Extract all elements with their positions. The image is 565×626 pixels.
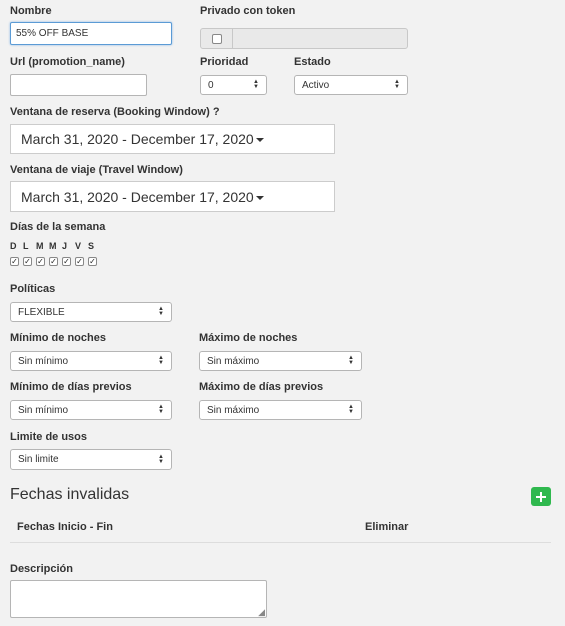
plus-icon	[536, 492, 546, 502]
descripcion-textarea[interactable]	[10, 580, 267, 618]
booking-window-label: Ventana de reserva (Booking Window) ?	[10, 106, 220, 118]
privado-group	[200, 28, 408, 49]
day-letter: S	[88, 241, 95, 251]
table-divider	[10, 542, 551, 543]
url-label: Url (promotion_name)	[10, 56, 125, 68]
day-checkbox-m[interactable]: ✓	[37, 257, 44, 266]
min-dias-select[interactable]: Sin mínimo ▲ ▼	[10, 400, 172, 420]
max-dias-select[interactable]: Sin máximo ▲ ▼	[199, 400, 362, 420]
url-input[interactable]	[10, 74, 147, 96]
select-arrows-icon: ▲ ▼	[253, 79, 259, 90]
caret-down-icon	[256, 196, 264, 200]
dias-label: Días de la semana	[10, 221, 106, 233]
travel-window-picker[interactable]	[10, 181, 335, 212]
booking-window-value: March 31, 2020 - December 17, 2020	[21, 131, 254, 147]
select-arrows-icon: ▲ ▼	[158, 453, 164, 465]
resize-handle-icon[interactable]: ◢	[258, 607, 265, 617]
politicas-select[interactable]: FLEXIBLE ▲ ▼	[10, 302, 172, 322]
travel-window-value: March 31, 2020 - December 17, 2020	[21, 188, 254, 205]
select-arrows-icon: ▲ ▼	[158, 355, 164, 366]
fechas-invalidas-title: Fechas invalidas	[10, 486, 130, 503]
politicas-label: Políticas	[10, 283, 56, 295]
caret-down-icon	[256, 138, 264, 142]
day-letter: D	[10, 241, 17, 251]
estado-select[interactable]: Activo ▲ ▼	[294, 75, 408, 95]
day-checkbox-j[interactable]: ✓	[63, 257, 70, 266]
dias-checkboxes	[10, 257, 97, 266]
privado-checkbox-wrap	[201, 29, 233, 48]
max-dias-label: Máximo de días previos	[199, 381, 324, 393]
day-checkbox-v[interactable]: ✓	[76, 257, 83, 266]
max-noches-label: Máximo de noches	[199, 332, 298, 344]
day-letter: V	[75, 241, 82, 251]
day-checkbox-d[interactable]: ✓	[11, 257, 18, 266]
select-arrows-icon: ▲ ▼	[348, 355, 354, 366]
prioridad-select[interactable]: 0 ▲ ▼	[200, 75, 267, 95]
select-arrows-icon: ▲ ▼	[348, 404, 354, 415]
select-arrows-icon: ▲ ▼	[158, 404, 164, 415]
token-input[interactable]	[233, 29, 407, 48]
min-noches-select[interactable]: Sin mínimo ▲ ▼	[10, 351, 172, 371]
select-arrows-icon: ▲ ▼	[158, 306, 164, 317]
day-checkbox-l[interactable]: ✓	[24, 257, 31, 266]
add-fecha-button[interactable]	[531, 487, 551, 506]
booking-window-picker[interactable]	[10, 124, 335, 154]
nombre-value: 55% OFF BASE	[16, 28, 89, 39]
prioridad-label: Prioridad	[200, 56, 249, 68]
nombre-label: Nombre	[10, 5, 52, 17]
col-fechas-header: Fechas Inicio - Fin	[17, 521, 113, 533]
travel-window-label: Ventana de viaje (Travel Window)	[10, 164, 183, 176]
min-dias-label: Mínimo de días previos	[10, 381, 132, 393]
day-checkbox-m2[interactable]: ✓	[50, 257, 57, 266]
select-arrows-icon: ▲ ▼	[394, 79, 400, 90]
day-letter: M	[36, 241, 44, 251]
privado-checkbox[interactable]	[212, 34, 222, 44]
dias-letters	[10, 241, 101, 251]
estado-label: Estado	[294, 56, 331, 68]
max-noches-select[interactable]: Sin máximo ▲ ▼	[199, 351, 362, 371]
day-letter: L	[23, 241, 29, 251]
privado-label: Privado con token	[200, 5, 296, 17]
day-letter: J	[62, 241, 68, 251]
min-noches-label: Mínimo de noches	[10, 332, 106, 344]
limite-select[interactable]: Sin limite ▲ ▼	[10, 449, 172, 470]
descripcion-label: Descripción	[10, 563, 73, 575]
limite-label: Limite de usos	[10, 431, 88, 443]
nombre-input[interactable]	[10, 22, 172, 45]
day-letter: M	[49, 241, 57, 251]
col-eliminar-header: Eliminar	[365, 521, 409, 533]
day-checkbox-s[interactable]: ✓	[89, 257, 96, 266]
